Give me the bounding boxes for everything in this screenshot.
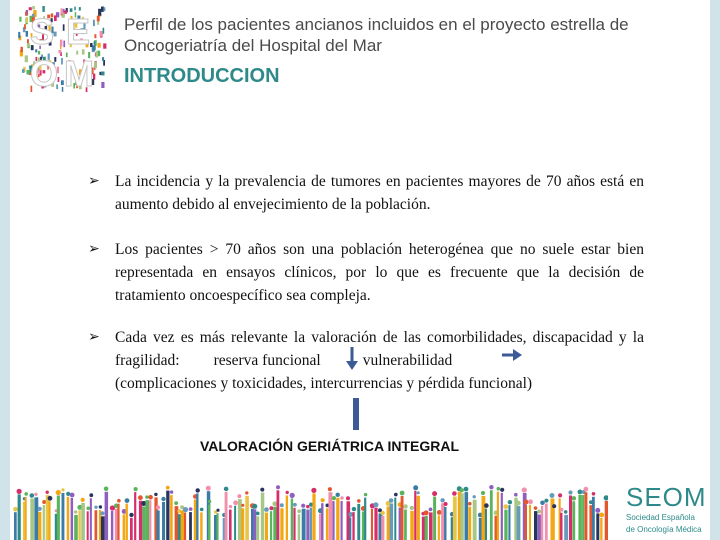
crowd-figure [604,495,608,540]
crowd-figure [170,490,173,540]
crowd-figure [32,6,35,9]
crowd-figure [60,40,62,47]
crowd-figure [508,500,512,540]
crowd-figure [481,491,485,540]
crowd-figure [174,501,178,540]
crowd-figure [500,488,504,540]
crowd-figure [280,503,284,540]
crowd-figure [293,503,297,540]
crowd-figure [145,495,149,540]
crowd-figure [233,500,238,540]
crowd-figure [437,510,442,540]
bullet-assessment [88,326,644,395]
crowd-figure [460,488,464,540]
crowd-figure [364,493,367,540]
bullet-arrow-icon: ➢ [88,173,100,189]
crowd-figure [301,504,306,540]
crowd-figure [66,492,70,540]
crowd-figure [29,7,32,10]
crowd-figure [92,45,95,50]
bullet-arrow-icon: ➢ [88,241,100,257]
crowd-figure [26,17,28,23]
crowd-figure [93,20,95,26]
bullet-text [115,326,644,395]
crowd-figure [584,487,589,540]
crowd-figure [417,491,420,540]
crowd-figure [373,502,378,540]
crowd-figure [394,493,398,540]
crowd-figure [97,16,100,22]
bullet-text-line1: Cada vez es más relevante la valoración de las comorbilidades, discapacidad y la fragilidad: [115,329,644,369]
crowd-figure [22,69,25,73]
crowd-figure [100,31,103,37]
crowd-figure [21,47,23,52]
section-heading: INTRODUCCION [124,65,280,87]
crowd-figure [26,31,28,37]
reserve-label: reserva funcional [213,352,321,369]
arrow-down-large-icon [348,398,364,430]
crowd-figure [86,507,90,540]
slide-title: Perfil de los pacientes ancianos incluidos en el proyecto estrella de Oncogeriatría del Hospital del Mar [124,15,629,55]
crowd-figure [125,498,130,540]
crowd-figure [432,491,437,540]
crowd-figure [578,490,583,540]
crowd-figure [537,510,541,540]
crowd-figure [74,510,78,540]
seom-tagline-1: Sociedad Española [626,513,695,522]
crowd-figure [410,506,414,540]
crowd-figure [264,507,269,540]
crowd-figure [81,498,85,540]
crowd-figure [24,24,26,29]
crowd-figure [503,504,508,540]
crowd-figure [599,513,604,540]
crowd-figure [544,499,548,540]
crowd-figure [189,507,193,540]
crowd-figure [30,493,35,540]
crowd-figure [61,488,64,540]
crowd-figure [286,491,289,540]
vulnerability-label: vulnerabilidad [362,352,453,369]
bullet-heterogeneous [88,238,644,307]
crowd-figure [101,82,104,88]
crowd-figure [61,58,63,65]
crowd-figure [340,496,343,540]
seom-logo-bottom [626,484,716,538]
arrow-down-icon [345,347,359,371]
crowd-figure [534,506,538,540]
crowd-figure [102,57,104,61]
crowd-figure [489,485,493,540]
crowd-figure [161,497,165,540]
logo-letter-s: S [30,11,55,52]
crowd-figure [42,500,46,540]
crowd-figure [25,12,27,16]
crowd-figure [572,496,576,540]
crowd-figure [497,487,501,540]
crowd-figure [352,507,356,540]
crowd-figure [208,500,211,540]
crowd-figure [216,509,219,540]
crowd-figure [276,485,280,540]
conclusion-label: VALORACIÓN GERIÁTRICA INTEGRAL [200,438,459,454]
seom-crowd-logo [18,6,108,92]
crowd-figure [237,494,241,540]
arrow-right-icon [502,349,522,361]
crowd-figure [129,513,133,540]
crowd-figure [564,510,568,540]
crowd-figure [34,493,38,540]
crowd-figure [54,15,57,21]
crowd-figure [25,55,28,62]
logo-letter-e: E [66,11,91,52]
bullet-incidence [88,170,644,216]
crowd-figure [297,509,301,540]
crowd-figure [117,499,121,540]
crowd-figure [166,486,170,540]
crowd-figure [90,43,92,47]
crowd-figure [528,499,533,540]
crowd-figure [241,504,244,540]
crowd-figure [256,512,260,540]
crowd-figure [357,499,361,540]
crowd-figure [13,507,18,540]
bullet-text: La incidencia y la prevalencia de tumores en pacientes mayores de 70 años está en aumento debido al envejecimiento de la población. [115,173,644,213]
right-decorative-band [710,0,720,540]
crowd-figure [63,24,65,31]
crowd-figure [101,7,103,12]
crowd-figure [19,17,21,22]
crowd-figure [403,504,407,540]
crowd-figure [104,7,106,11]
crowd-figure [89,493,93,540]
crowd-figure [134,487,138,540]
logo-letter-m: M [64,53,94,92]
left-decorative-band [0,0,10,540]
crowd-figure [370,503,375,540]
crowd-figure [552,504,556,540]
crowd-figure [595,508,600,540]
crowd-figure [24,492,28,540]
bullet-text-line3: (complicaciones y toxicidades, intercurrencias y pérdida funcional) [115,375,533,392]
crowd-figure [18,32,20,38]
crowd-figure [473,495,477,540]
crowd-figure [103,43,106,48]
crowd-figure [94,41,96,44]
crowd-figure [306,505,309,540]
crowd-figure [260,488,264,540]
crowd-figure [94,34,96,38]
crowd-figure [321,498,325,540]
crowd-figure [269,506,273,540]
crowd-figure [229,505,232,540]
crowd-figure [27,39,29,44]
crowd-illustration [12,484,608,540]
crowd-figure [98,43,101,48]
crowd-figure [592,492,596,540]
bullet-arrow-icon: ➢ [88,329,100,345]
crowd-figure [245,491,249,540]
crowd-figure [429,508,433,540]
crowd-figure [61,8,64,14]
crowd-figure [444,502,448,540]
crowd-figure [332,496,336,540]
crowd-figure [101,72,104,76]
crowd-figure [200,508,204,540]
crowd-figure [17,489,22,540]
crowd-figure [94,62,97,69]
crowd-figure [468,502,472,540]
logo-letter-o: O [30,53,59,92]
crowd-figure [328,487,333,540]
crowd-figure [336,493,340,540]
crowd-figure [59,50,62,53]
seom-tagline-2: de Oncología Médica [626,525,702,534]
crowd-figure [70,493,75,540]
crowd-figure [96,51,99,57]
crowd-figure [98,9,101,16]
seom-wordmark: SEOM [626,482,707,512]
crowd-figure [63,41,65,48]
crowd-figure [103,28,105,34]
crowd-figure [74,7,76,11]
crowd-figure [110,505,115,540]
bullet-text: Los pacientes > 70 años son una población heterogénea que no suele estar bien representada en ensayos clínicos, por lo que es frecuente que la decisión de tratamiento oncoespecífico sea compleja. [115,241,644,304]
crowd-figure [94,506,97,540]
crowd-figure [464,487,469,540]
